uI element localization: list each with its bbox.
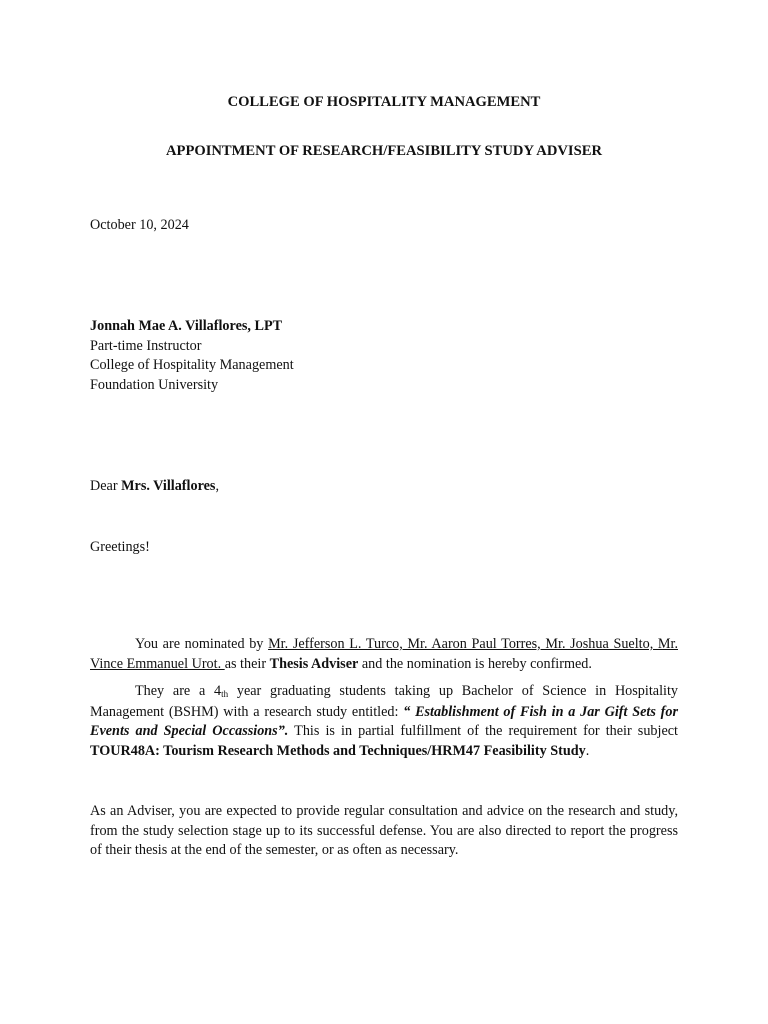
recipient-institution: Foundation University <box>90 376 219 393</box>
salutation-suffix: , <box>215 478 219 494</box>
salutation-prefix: Dear <box>90 478 122 494</box>
recipient-position: Part-time Instructor <box>90 337 202 354</box>
study-middle-2: This is in partial fulfillment of the requirement for their subject <box>288 723 678 739</box>
study-middle: year graduating students taking up Bachelor of Science in Hospitality Management (BSHM) with a research study entitled: <box>90 683 678 720</box>
paragraph-nomination <box>90 635 678 674</box>
study-lead: They are a 4 <box>135 683 222 699</box>
recipient-department: College of Hospitality Management <box>90 357 294 373</box>
recipient-name: Jonnah Mae A. Villaflores, LPT <box>90 318 283 334</box>
greeting: Greetings! <box>90 539 150 555</box>
paragraph-study <box>90 682 678 761</box>
salutation <box>90 477 678 497</box>
nominee-names: Mr. Jefferson L. Turco, Mr. Aaron Paul Torres, Mr. Joshua Suelto, Mr. Vince Emmanuel Urot. <box>90 636 679 672</box>
subject-name: TOUR48A: Tourism Research Methods and Techniques/HRM47 Feasibility Study <box>90 742 586 759</box>
document-title: APPOINTMENT OF RESEARCH/FEASIBILITY STUDY ADVISER <box>165 143 602 159</box>
nomination-end: and the nomination is hereby confirmed. <box>358 655 592 672</box>
nomination-middle: as their <box>224 655 270 672</box>
paragraph-responsibilities: As an Adviser, you are expected to provide regular consultation and advice on the research and study, from the study selection stage up to its successful defense. You are also directed to report the progress of their thesis at the end of the semester, or as often as necessary. <box>90 803 678 858</box>
college-heading: COLLEGE OF HOSPITALITY MANAGEMENT <box>227 94 541 110</box>
letter-date: October 10, 2024 <box>90 217 189 233</box>
nomination-lead: You are nominated by <box>135 636 269 652</box>
salutation-name: Mrs. Villaflores <box>121 478 216 494</box>
ordinal-suffix: th <box>221 689 229 699</box>
study-end: . <box>585 742 590 759</box>
recipient-block <box>90 317 678 395</box>
study-title: “ Establishment of Fish in a Jar Gift Sets for Events and Special Occassions”. <box>90 703 679 739</box>
adviser-role: Thesis Adviser <box>269 655 359 672</box>
